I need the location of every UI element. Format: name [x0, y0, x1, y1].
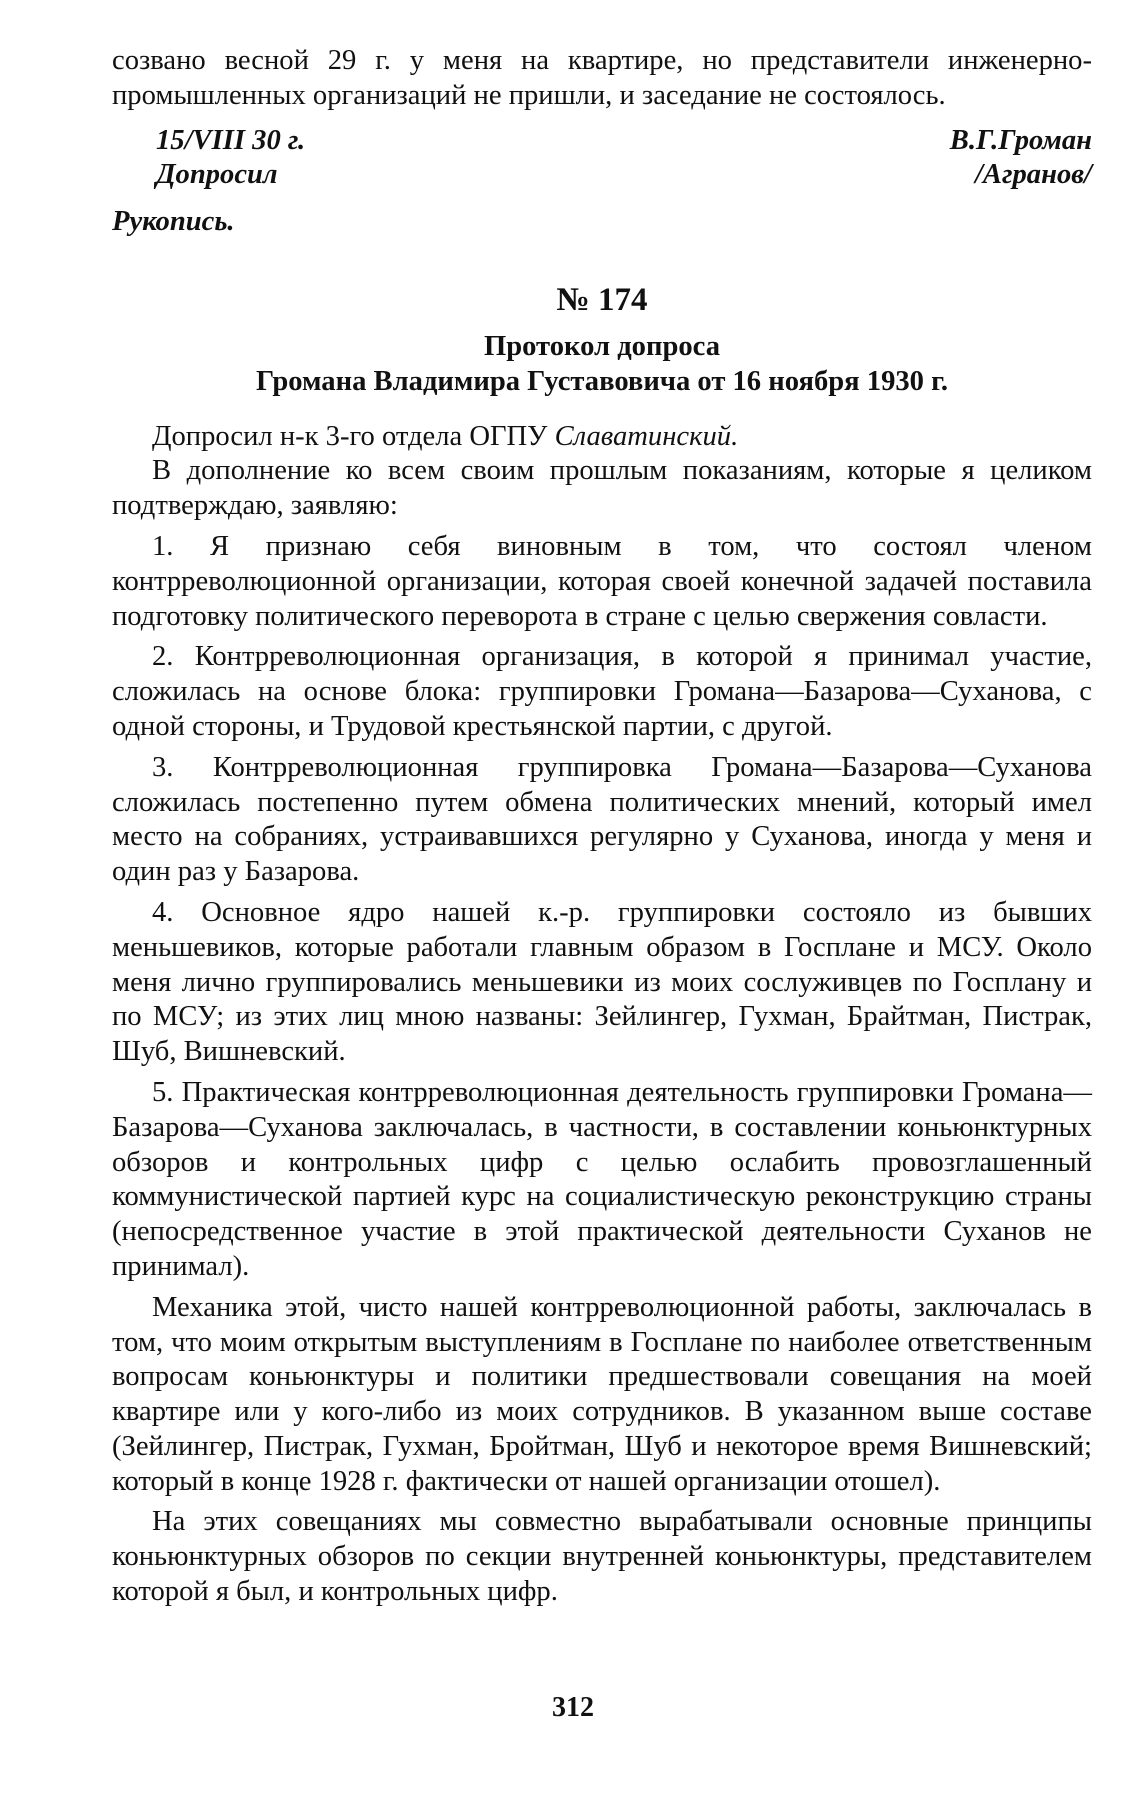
paragraph-item-5: 5. Практическая контрреволюционная деятельность группировки Громана—Базарова—Суханова заключалась, в частности, в составлении коньюнктурных обзоров и контрольных цифр с целью ослабить провозглашенный коммунистической партией курс на социалистическую реконструкцию страны (непосредственное участие в этой практической деятельности Суханов не принимал). — [112, 1076, 1092, 1282]
manuscript-label: Рукопись. — [112, 206, 235, 238]
page-number: 312 — [552, 1692, 594, 1723]
signature-signer: В.Г.Громан — [949, 124, 1092, 156]
page-body — [112, 44, 1092, 1610]
paragraph-item-3: 3. Контрреволюционная группировка Громана—Базарова—Суханова сложилась постепенно путем обмена политических мнений, который имел место на собраниях, устраивавшихся регулярно у Суханова, иногда у меня и один раз у Базарова. — [112, 751, 1092, 888]
paragraph-mechanics: Механика этой, чисто нашей контрреволюционной работы, заключалась в том, что моим открытым выступлениям в Госплане по наиболее ответственным вопросам коньюнктуры и политики предшествовали совещания на моей квартире или у кого-либо из моих сотрудников. В указанном выше составе (Зейлингер, Пистрак, Гухман, Бройтман, Шуб и некоторое время Вишневский; который в конце 1928 г. фактически от нашей организации отошел). — [112, 1291, 1092, 1497]
signature-row-interrogator — [112, 158, 1092, 193]
interrogated-label: Допросил — [156, 159, 278, 191]
document-title: Протокол допроса — [483, 330, 720, 362]
document-subtitle: Громана Владимира Густавовича от 16 ноября 1930 г. — [255, 365, 949, 397]
interrogator-line — [112, 420, 1092, 455]
signature-interrogator: /Агранов/ — [974, 159, 1092, 191]
interrogator-name: Славатинский. — [554, 420, 739, 452]
signature-date: 15/VIII 30 г. — [156, 124, 306, 156]
document-number: № 174 — [556, 281, 648, 318]
signature-row-date — [112, 124, 1092, 159]
interrogator-prefix: Допросил н-к 3-го отдела ОГПУ — [152, 420, 555, 452]
paragraph-item-1: 1. Я признаю себя виновным в том, что состоял членом контрреволюционной организации, которая своей конечной задачей поставила подготовку политического переворота в стране с целью свержения совласти. — [112, 530, 1092, 632]
continuation-paragraph: созвано весной 29 г. у меня на квартире, но представители инженерно-промышленных организаций не пришли, и заседание не состоялось. — [112, 45, 1092, 111]
paragraph-item-4: 4. Основное ядро нашей к.-р. группировки состояло из бывших меньшевиков, которые работали главным образом в Госплане и МСУ. Около меня лично группировались меньшевики из моих сослуживцев по Госплану и по МСУ; из этих лиц мною названы: Зейлингер, Гухман, Брайтман, Пистрак, Шуб, Вишневский. — [112, 896, 1092, 1068]
paragraph-item-2: 2. Контрреволюционная организация, в которой я принимал участие, сложилась на основе блока: группировки Громана—Базарова—Суханова, с одной стороны, и Трудовой крестьянской партии, с другой. — [112, 641, 1092, 742]
paragraph-meetings: На этих совещаниях мы совместно вырабатывали основные принципы коньюнктурных обзоров по секции внутренней коньюнктуры, представителем которой я был, и контрольных цифр. — [112, 1506, 1092, 1608]
paragraph-intro: В дополнение ко всем своим прошлым показаниям, которые я целиком подтверждаю, заявляю: — [112, 455, 1092, 522]
